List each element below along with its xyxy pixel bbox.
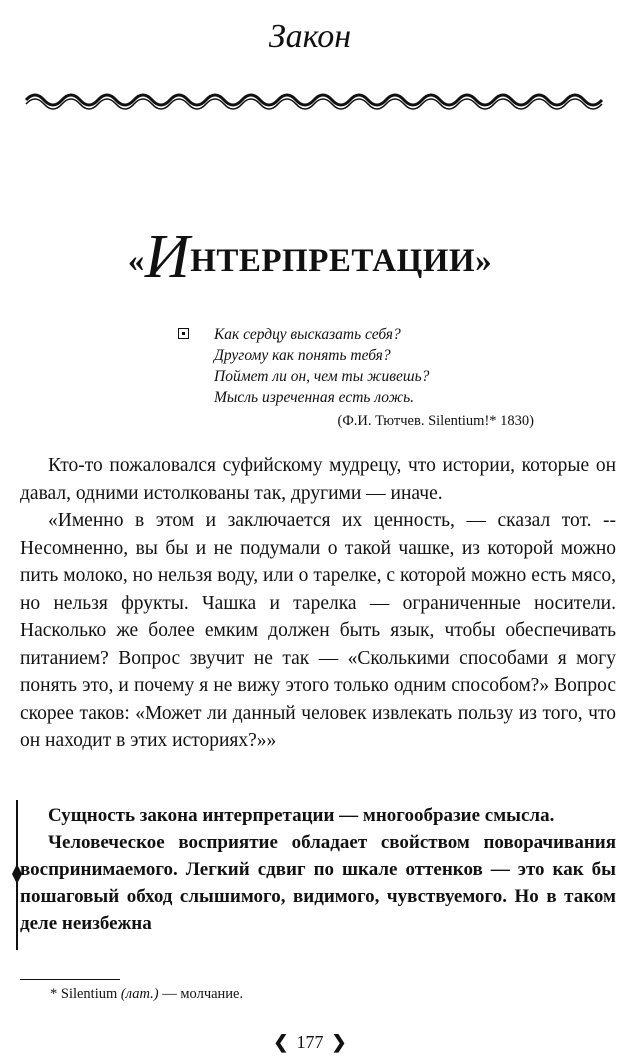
epigraph-line: Мысль изреченная есть ложь.: [214, 389, 415, 406]
footnote-marker: *: [50, 986, 58, 1002]
page-footer: [0, 1032, 620, 1053]
epigraph-line: Другому как понять тебя?: [214, 347, 391, 364]
left-arrow-icon: ❮: [273, 1032, 289, 1052]
footnote-rule: [20, 979, 120, 980]
law-paragraph: Человеческое восприятие обладает свойством поворачивания воспринимаемого. Легкий сдвиг по шкале оттенков — это как бы пошаговый обход слышимого, видимого, чувствуемого. Но в таком деле неизбежна: [20, 832, 616, 934]
chapter-close-quote: »: [475, 243, 493, 279]
wavy-divider: [24, 88, 604, 112]
body-text: [20, 452, 616, 755]
page-number: 177: [296, 1032, 324, 1052]
epigraph: [182, 324, 542, 430]
epigraph-verse: [214, 324, 542, 408]
law-paragraph: Сущность закона интерпретации — многообразие смысла.: [48, 805, 555, 826]
chapter-initial: И: [144, 223, 191, 291]
footnote-lang: (лат.): [120, 986, 159, 1002]
footnote-meaning: — молчание.: [162, 986, 244, 1002]
square-bullet-icon: [178, 328, 189, 339]
right-arrow-icon: ❯: [331, 1032, 347, 1052]
epigraph-source: (Ф.И. Тютчев. Silentium!* 1830): [337, 413, 534, 429]
body-paragraph: Кто-то пожаловался суфийскому мудрецу, что истории, которые он давал, одними истолкованы так, другими — иначе.: [20, 455, 616, 504]
law-statement: [20, 802, 616, 937]
epigraph-line: Поймет ли он, чем ты живешь?: [214, 368, 430, 385]
chapter-open-quote: «: [127, 243, 145, 279]
chapter-title: [0, 222, 620, 293]
body-paragraph: «Именно в этом и заключается их ценность, — сказал тот. -- Несомненно, вы бы и не подумали о такой чашке, из которой можно пить молоко, но нельзя воду, или о тарелке, с которой можно есть мясо, но нельзя фрукты. Чашка и тарелка — ограниченные носители. Насколько же более емким должен быть язык, чтобы обеспечивать питанием? Вопрос звучит не так — «Сколькими способами я могу понять это, и почему я не вижу этого только одним способом?» Вопрос скорее таков: «Может ли данный человек извлекать пользу из того, что он находит в этих историях?»»: [20, 510, 616, 751]
epigraph-line: Как сердцу высказать себя?: [214, 326, 401, 343]
footnote: [50, 986, 243, 1003]
chapter-title-rest: НТЕРПРЕТАЦИИ: [190, 243, 476, 279]
running-header: Закон: [268, 18, 352, 55]
footnote-term: Silentium: [60, 986, 118, 1002]
